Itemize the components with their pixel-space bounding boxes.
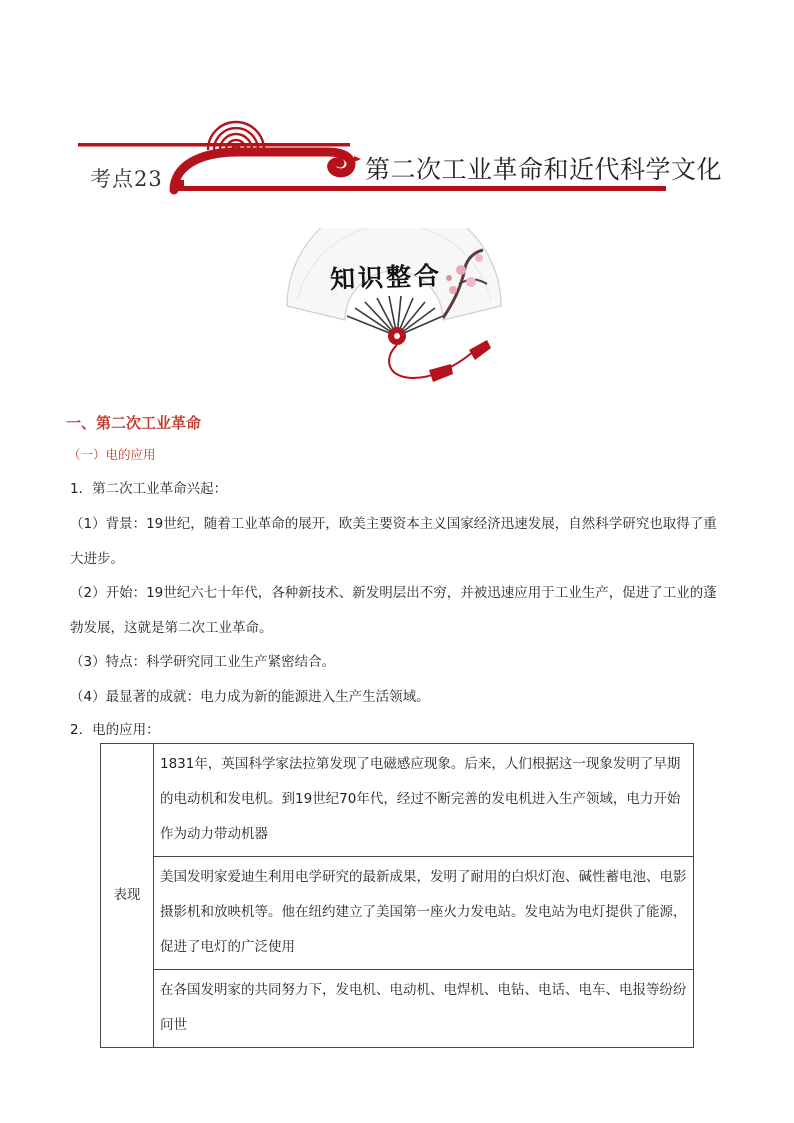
table-row-header xyxy=(101,744,154,1048)
folding-fan-illustration xyxy=(283,228,505,394)
row-header-label: 表现 xyxy=(113,887,141,903)
table-cell: 美国发明家爱迪生利用电学研究的最新成果，发明了耐用的白炽灯泡、碱性蓄电池、电影摄影机和放映机等。他在纽约建立了美国第一座火力发电站。发电站为电灯提供了能源，促进了电灯的广泛使用 xyxy=(154,857,694,970)
fan-title: 知识整合 xyxy=(329,261,443,294)
table-cell: 在各国发明家的共同努力下，发电机、电动机、电焊机、电钻、电话、电车、电报等纷纷问世 xyxy=(154,970,694,1048)
table-row xyxy=(101,744,694,857)
electricity-application-table xyxy=(100,743,694,1048)
point-achievement: （4）最显著的成就：电力成为新的能源进入生产生活领域。 xyxy=(70,689,430,705)
table-cell: 1831年，英国科学家法拉第发现了电磁感应现象。后来，人们根据这一现象发明了早期的电动机和发电机。到19世纪70年代，经过不断完善的发电机进入生产领域，电力开始作为动力带动机器 xyxy=(154,744,694,857)
topic-title: 第二次工业革命和近代科学文化 xyxy=(365,155,723,184)
section-heading: 一、第二次工业革命 xyxy=(66,414,202,432)
point-start: （2）开始：19世纪六七十年代，各种新技术、新发明层出不穷，并被迅速应用于工业生产，促进了工业的蓬勃发展，这就是第二次工业革命。 xyxy=(70,585,717,636)
item2-title: 2．电的应用： xyxy=(70,722,160,738)
point-background: （1）背景：19世纪，随着工业革命的展开，欧美主要资本主义国家经济迅速发展，自然科学研究也取得了重大进步。 xyxy=(70,516,717,567)
item1-title: 1．第二次工业革命兴起： xyxy=(70,481,228,497)
topic-label: 考点23 xyxy=(90,167,163,191)
point-feature: （3）特点：科学研究同工业生产紧密结合。 xyxy=(70,654,336,670)
table-row xyxy=(101,857,694,970)
table-row xyxy=(101,970,694,1048)
subsection-heading: （一）电的应用 xyxy=(68,447,156,462)
